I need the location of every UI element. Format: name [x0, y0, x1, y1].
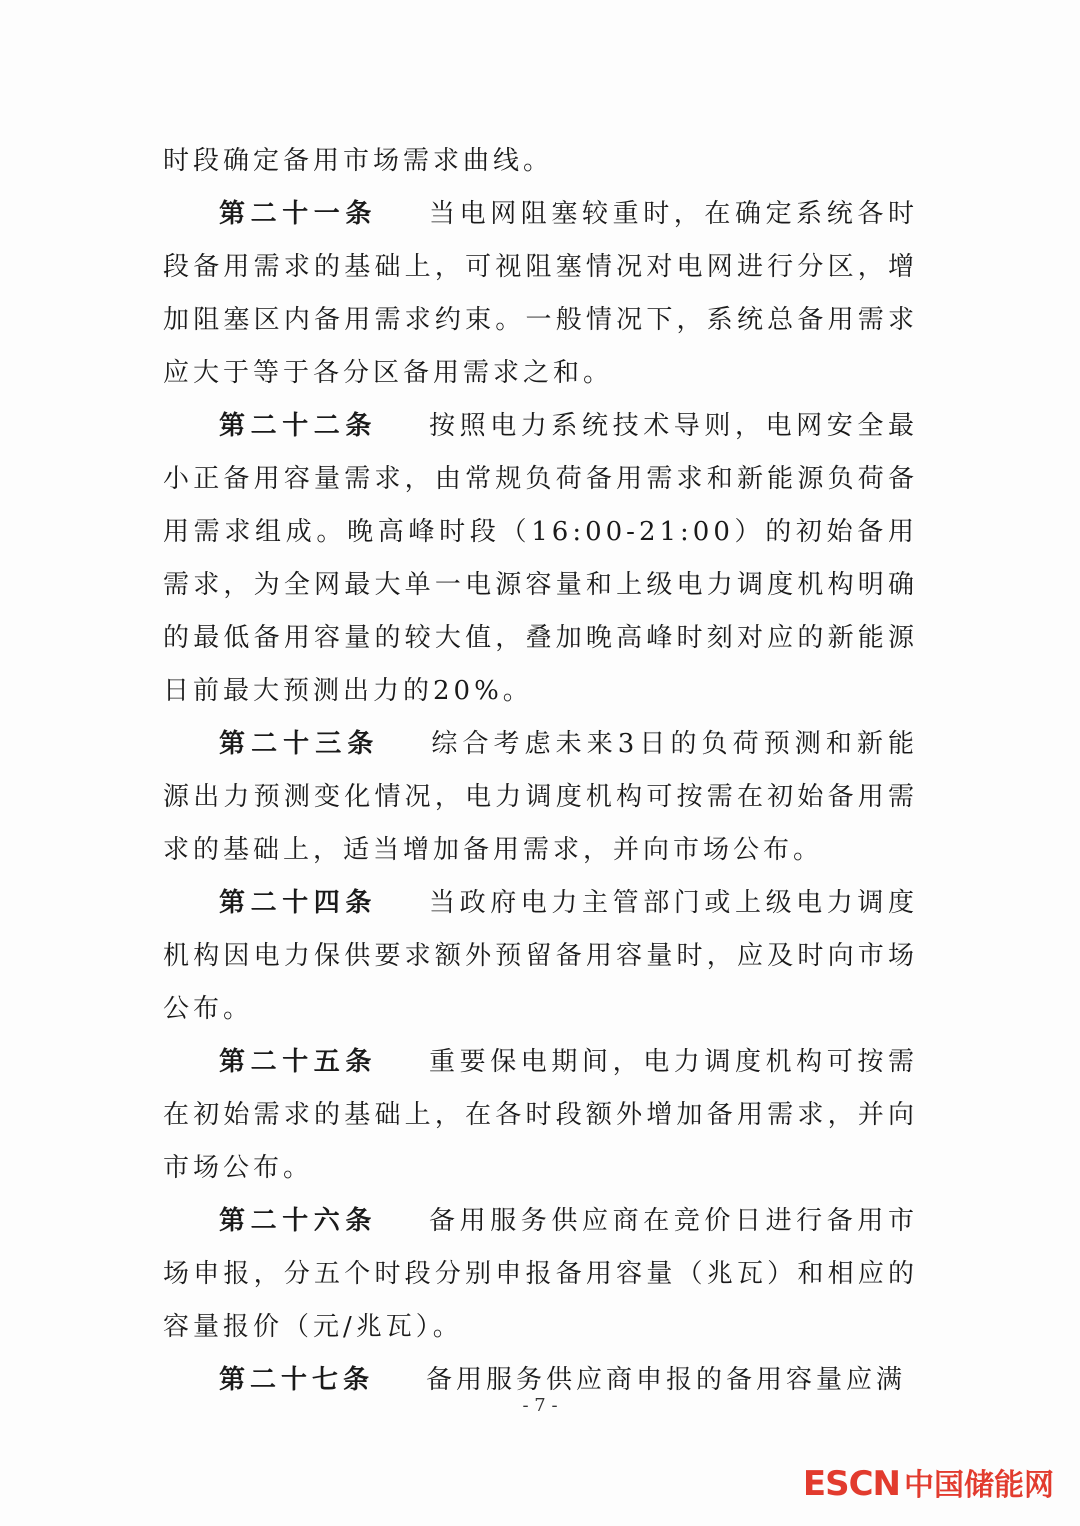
watermark-chinese: 中国储能网 [904, 1468, 1054, 1503]
article-26 [163, 1195, 918, 1354]
escn-watermark-logo [803, 1460, 1054, 1504]
paragraph-continuation [163, 135, 918, 188]
paragraph-text: 时段确定备用市场需求曲线。 [163, 146, 554, 176]
article-text: 重要保电期间，电力调度机构可按需在初始需求的基础上，在各时段额外增加备用需求，并向市场公布。 [163, 1047, 918, 1183]
article-number: 第二十四条 [219, 888, 377, 918]
watermark-latin: ESCN [802, 1464, 900, 1504]
document-body [163, 135, 918, 1407]
article-25 [163, 1036, 918, 1195]
article-number: 第二十七条 [219, 1365, 375, 1395]
article-text: 按照电力系统技术导则，电网安全最小正备用容量需求，由常规负荷备用需求和新能源负荷备用需求组成。晚高峰时段（16:00-21:00）的初始备用需求，为全网最大单一电源容量和上级电力调度机构明确的最低备用容量的较大值，叠加晚高峰时刻对应的新能源日前最大预测出力的20%。 [163, 411, 918, 706]
article-23 [163, 718, 918, 877]
article-21 [163, 188, 918, 400]
article-number: 第二十五条 [219, 1047, 377, 1077]
page-number: - 7 - [522, 1395, 558, 1416]
article-text: 备用服务供应商在竞价日进行备用市场申报，分五个时段分别申报备用容量（兆瓦）和相应的容量报价（元/兆瓦）。 [163, 1206, 918, 1342]
article-22 [163, 400, 918, 718]
article-number: 第二十一条 [219, 199, 377, 229]
article-text: 综合考虑未来3日的负荷预测和新能源出力预测变化情况，电力调度机构可按需在初始备用需求的基础上，适当增加备用需求，并向市场公布。 [163, 729, 918, 865]
article-number: 第二十六条 [219, 1206, 377, 1236]
article-text: 备用服务供应商申报的备用容量应满 [426, 1365, 907, 1395]
article-number: 第二十二条 [219, 411, 377, 441]
article-24 [163, 877, 918, 1036]
article-text: 当政府电力主管部门或上级电力调度机构因电力保供要求额外预留备用容量时，应及时向市场公布。 [163, 888, 918, 1024]
article-text: 当电网阻塞较重时，在确定系统各时段备用需求的基础上，可视阻塞情况对电网进行分区，增加阻塞区内备用需求约束。一般情况下，系统总备用需求应大于等于各分区备用需求之和。 [163, 199, 918, 388]
article-number: 第二十三条 [219, 729, 380, 759]
